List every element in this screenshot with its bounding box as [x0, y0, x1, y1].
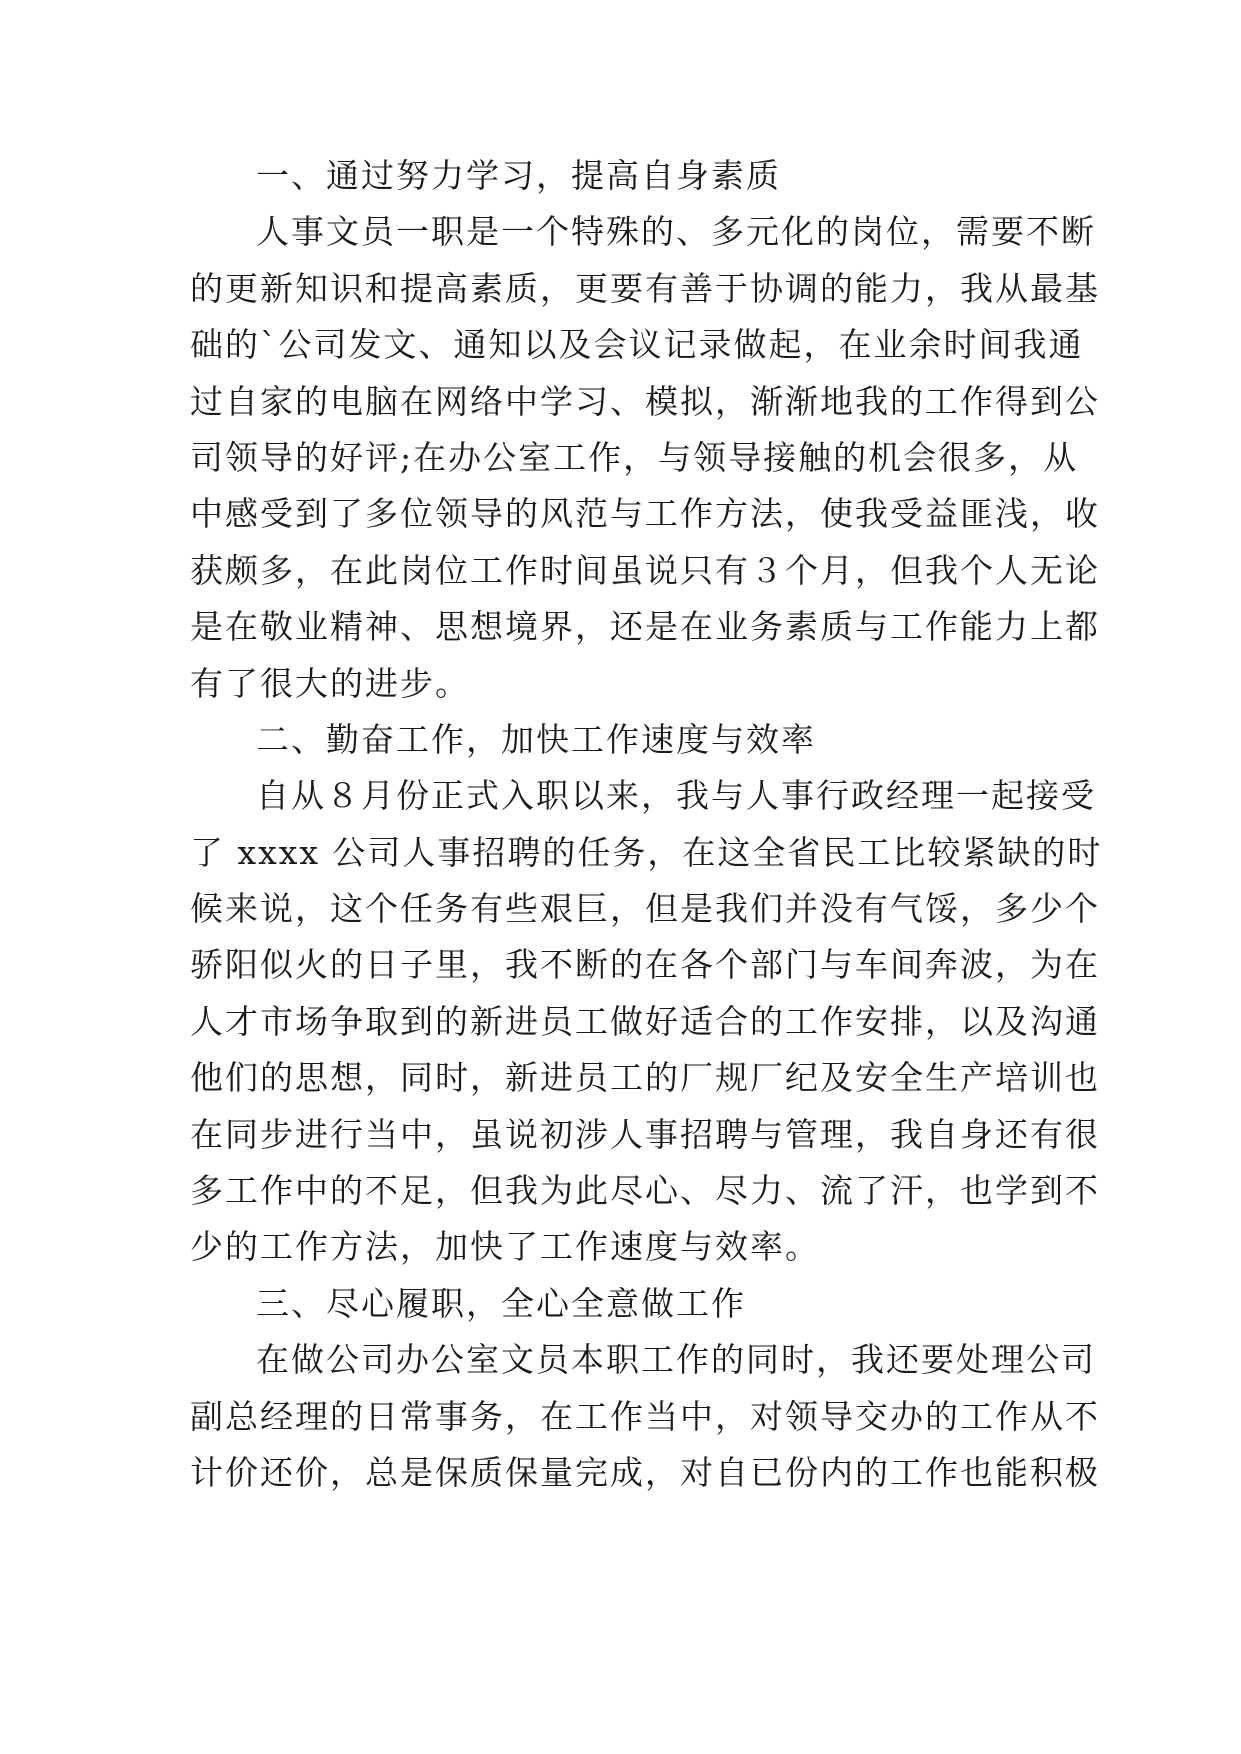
- paragraph-line: 计价还价，总是保质保量完成，对自已份内的工作也能积极: [190, 1452, 1100, 1492]
- paragraph-line: 获颇多，在此岗位工作时间虽说只有３个月，但我个人无论: [190, 550, 1100, 590]
- paragraph-line: 在做公司办公室文员本职工作的同时，我还要处理公司: [256, 1340, 1096, 1380]
- paragraph-line: 在同步进行当中，虽说初涉人事招聘与管理，我自身还有很: [190, 1114, 1100, 1154]
- paragraph-line: 他们的思想，同时，新进员工的厂规厂纪及安全生产培训也: [190, 1058, 1100, 1098]
- document-body: [190, 148, 1103, 1501]
- paragraph-line: 副总经理的日常事务，在工作当中，对领导交办的工作从不: [190, 1396, 1100, 1436]
- paragraph-line: 的更新知识和提高素质，更要有善于协调的能力，我从最基: [190, 268, 1100, 308]
- section-heading: 三、尽心履职，全心全意做工作: [256, 1283, 746, 1323]
- paragraph-line: 是在敬业精神、思想境界，还是在业务素质与工作能力上都: [190, 607, 1100, 647]
- paragraph-line: 骄阳似火的日子里，我不断的在各个部门与车间奔波，为在: [190, 945, 1100, 985]
- section-heading: 二、勤奋工作，加快工作速度与效率: [256, 719, 816, 759]
- paragraph-line: 人才市场争取到的新进员工做好适合的工作安排，以及沟通: [190, 1001, 1100, 1041]
- paragraph-line: 自从８月份正式入职以来，我与人事行政经理一起接受: [256, 776, 1096, 816]
- paragraph-line: 了 xxxx 公司人事招聘的任务，在这全省民工比较紧缺的时: [190, 832, 1103, 872]
- paragraph-line: 人事文员一职是一个特殊的、多元化的岗位，需要不断: [256, 212, 1096, 252]
- paragraph-line: 有了很大的进步。: [190, 663, 470, 703]
- paragraph-line: 候来说，这个任务有些艰巨，但是我们并没有气馁，多少个: [190, 889, 1100, 929]
- paragraph-line: 过自家的电脑在网络中学习、模拟，渐渐地我的工作得到公: [190, 381, 1100, 421]
- paragraph-line: 础的`公司发文、通知以及会议记录做起，在业余时间我通: [190, 325, 1084, 365]
- paragraph-line: 多工作中的不足，但我为此尽心、尽力、流了汗，也学到不: [190, 1171, 1100, 1211]
- paragraph-line: 司领导的好评;在办公室工作，与领导接触的机会很多，从: [190, 437, 1079, 477]
- section-heading: 一、通过努力学习，提高自身素质: [256, 156, 781, 195]
- paragraph-line: 中感受到了多位领导的风范与工作方法，使我受益匪浅，收: [190, 494, 1100, 534]
- paragraph-line: 少的工作方法，加快了工作速度与效率。: [190, 1227, 820, 1267]
